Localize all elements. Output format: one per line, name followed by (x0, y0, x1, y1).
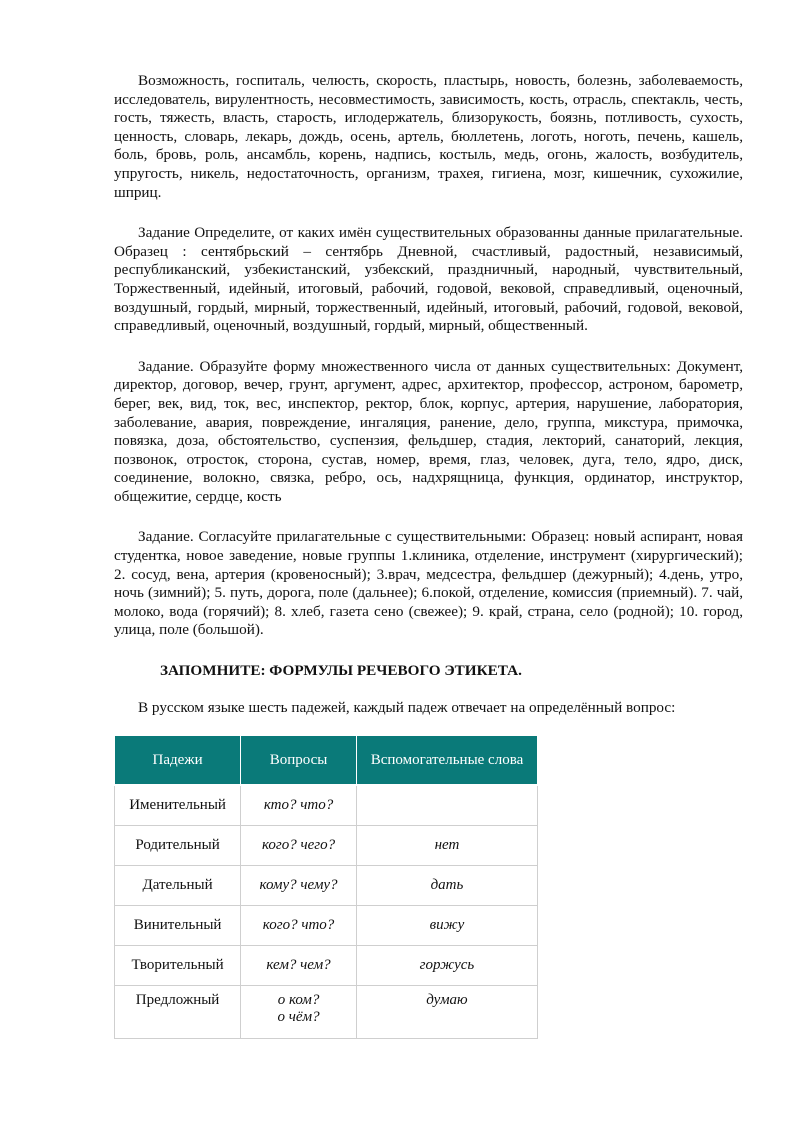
case-question (241, 986, 357, 1039)
cases-intro: В русском языке шесть падежей, каждый падеж отвечает на определённый вопрос: (138, 698, 676, 716)
header-helper-words: Вспомогательные слова (356, 736, 537, 786)
case-helper: думаю (356, 986, 537, 1039)
case-helper: нет (356, 826, 537, 866)
case-helper (356, 785, 537, 826)
case-name: Именительный (115, 785, 241, 826)
case-name: Родительный (115, 826, 241, 866)
table-row (115, 866, 538, 906)
table-row (115, 946, 538, 986)
words-list-paragraph: Возможность, госпиталь, челюсть, скорость, пластырь, новость, болезнь, заболеваемость, исследователь, вирулентность, несовместимость, зависимость, кость, отрасль, спектакль, честь, гость, тяжесть, власть, старость, иглодержатель, близорукость, боязнь, потливость, сухость, ценность, словарь, лекарь, дождь, осень, артель, бюллетень, логоть, ноготь, печень, кашель, боль, бровь, роль, ансамбль, корень, надпись, костыль, медь, огонь, жалость, возбудитель, упругость, никель, недостаточность, организм, трахея, гигиена, мозг, кишечник, сухожилие, шприц. (114, 72, 743, 201)
table-row (115, 826, 538, 866)
table-row (115, 906, 538, 946)
table-row (115, 785, 538, 826)
case-helper: дать (356, 866, 537, 906)
case-name: Предложный (115, 986, 241, 1039)
case-question: кого? что? (241, 906, 357, 946)
task-agree-paragraph: Задание. Согласуйте прилагательные с существительными: Образец: новый аспирант, новая студентка, новое заведение, новые группы 1.клиника, отделение, инструмент (хирургический); 2. сосуд, вена, артерия (кровеносный); 3.врач, медсестра, фельдшер (дежурный); 4.день, утро, ночь (зимний); 5. путь, дорога, поле (дальнее); 6.покой, отделение, комиссия (приемный). 7. чай, молоко, вода (горячий); 8. хлеб, газета сено (свежее); 9. край, страна, село (родной); 10. город, улица, поле (большой). (114, 528, 743, 639)
case-question-line-1: о ком? (277, 992, 320, 1009)
header-cases: Падежи (115, 736, 241, 786)
case-helper: горжусь (356, 946, 537, 986)
case-name: Творительный (115, 946, 241, 986)
task-adjectives-paragraph: Задание Определите, от каких имён существительных образованны данные прилагательные. Образец : сентябрьский – сентябрь Дневной, счастливый, радостный, независимый, республиканский, узбекистанский, узбекский, праздничный, народный, чувствительный, Торжественный, идейный, итоговый, рабочий, годовой, вековой, справедливый, оценочный, воздушный, гордый, мирный, торжественный, идейный, итоговый, рабочий, годовой, вековой, справедливый, оценочный, воздушный, гордый, мирный, общественный. (114, 224, 743, 335)
cases-table (114, 735, 538, 1039)
case-question-line-2: о чём? (277, 1009, 320, 1026)
section-heading: ЗАПОМНИТЕ: ФОРМУЛЫ РЕЧЕВОГО ЭТИКЕТА. (160, 662, 522, 680)
header-questions: Вопросы (241, 736, 357, 786)
case-question: кого? чего? (241, 826, 357, 866)
case-name: Винительный (115, 906, 241, 946)
case-question: кто? что? (241, 785, 357, 826)
case-question: кем? чем? (241, 946, 357, 986)
case-name: Дательный (115, 866, 241, 906)
table-header-row (115, 736, 538, 786)
task-plural-paragraph: Задание. Образуйте форму множественного числа от данных существительных: Документ, директор, договор, вечер, грунт, аргумент, адрес, архитектор, профессор, астроном, барометр, берег, век, вид, ток, вес, инспектор, ректор, блок, корпус, артерия, нарушение, лаборатория, заболевание, авария, повреждение, ингаляция, ранение, дело, группа, микстура, примочка, повязка, доза, обстоятельство, суспензия, фельдшер, стадия, лекторий, санаторий, лекция, позвонок, отросток, сторона, сустав, номер, время, глаз, человек, дуга, тело, ядро, диск, соединение, волокно, связка, ребро, ось, надхрящница, функция, ординатор, инструктор, общежитие, сердце, кость (114, 357, 743, 505)
case-helper: вижу (356, 906, 537, 946)
table-row (115, 986, 538, 1039)
case-question: кому? чему? (241, 866, 357, 906)
